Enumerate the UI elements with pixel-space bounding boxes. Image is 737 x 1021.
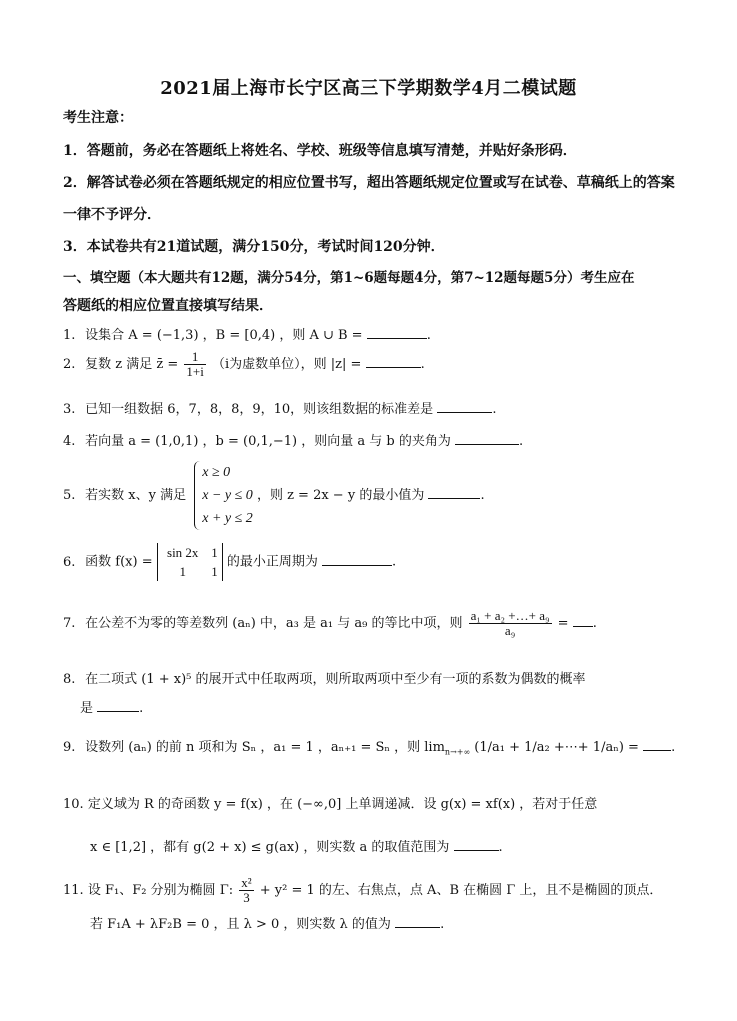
question-11 xyxy=(63,876,662,905)
fraction xyxy=(469,609,552,638)
notice-item-3: 3．本试卷共有21道试题，满分150分，考试时间120分钟． xyxy=(63,239,445,255)
question-number: 6. xyxy=(63,554,76,570)
fraction-denominator: a₉ xyxy=(504,623,516,638)
answer-blank xyxy=(395,915,440,928)
answer-blank xyxy=(428,486,480,499)
question-number: 11. xyxy=(63,883,84,898)
question-3: 3. 已知一组数据 6，7，8，8，9，10，则该组数据的标准差是 . xyxy=(63,402,497,417)
question-number: 2. xyxy=(63,357,76,372)
fraction xyxy=(239,876,253,905)
question-text: 在二项式 (1 + x)⁵ 的展开式中任取两项，则所取两项中至少有一项的系数为偶数的概率 xyxy=(85,672,586,687)
question-number: 10. xyxy=(63,797,84,812)
question-text-post: （i为虚数单位），则 |z| = xyxy=(212,357,366,372)
question-text: 定义域为 R 的奇函数 y = f(x) ，在 (−∞,0] 上单调递减．设 g(x) = xf(x) ，若对于任意 xyxy=(87,797,598,812)
question-text: 若向量 a = (1,0,1) ，b = (0,1,−1) ，则向量 a 与 b 的夹角为 xyxy=(85,434,451,449)
question-text: 设 F₁、F₂ 分别为椭圆 Γ: xyxy=(87,883,234,898)
fraction-denominator: 3 xyxy=(243,890,250,905)
limit-subscript: n→+∞ xyxy=(444,747,471,757)
answer-blank xyxy=(366,355,421,368)
question-text: 函数 f(x) = xyxy=(85,554,153,570)
question-number: 5. xyxy=(63,488,76,503)
question-7: 7. 在公差不为零的等差数列 (aₙ) 中，a₃ 是 a₁ 与 a₉ 的等比中项，则 $\frac{\text{a₁ + a₂ +…+ a₉}}{\text{a₉}}$ = . xyxy=(63,608,597,638)
question-text-post: (1/a₁ + 1/a₂ +⋯+ 1/aₙ) = xyxy=(474,740,644,755)
fraction xyxy=(184,350,205,379)
fraction-denominator: 1+i xyxy=(186,364,204,379)
condition: x + y ≤ 2 xyxy=(202,511,253,526)
answer-blank xyxy=(643,738,671,751)
question-text-post: ，则 z = 2x − y 的最小值为 xyxy=(256,488,425,503)
question-8 xyxy=(63,668,586,687)
question-text-cont: 是 xyxy=(80,701,94,716)
question-text: 设集合 A = (−1,3) ，B = [0,4) ，则 A ∪ B = xyxy=(85,328,367,343)
question-text: 若实数 x、y 满足 xyxy=(85,488,187,503)
determinant xyxy=(157,543,223,581)
condition: x ≥ 0 xyxy=(202,465,231,480)
page-title: 2021届上海市长宁区高三下学期数学4月二模试题 xyxy=(160,78,577,99)
fraction-numerator: x² xyxy=(241,875,252,890)
notice-item-1: 1．答题前，务必在答题纸上将姓名、学校、班级等信息填写清楚，并贴好条形码． xyxy=(63,143,577,159)
det-a22: 1 xyxy=(211,564,218,579)
question-10 xyxy=(63,793,597,812)
inequality-system xyxy=(194,461,253,530)
answer-blank xyxy=(97,699,139,712)
det-a11: sin 2x xyxy=(167,545,199,560)
question-1: 1. 设集合 A = (−1,3) ，B = [0,4) ，则 A ∪ B = . xyxy=(63,328,431,343)
det-a12: 1 xyxy=(211,545,218,560)
left-brace xyxy=(194,461,201,530)
question-text: 已知一组数据 6，7，8，8，9，10，则该组数据的标准差是 xyxy=(85,402,434,417)
section-heading: 一、填空题（本大题共有12题，满分54分，第1~6题每题4分，第7~12题每题5分）考生应在 xyxy=(63,270,635,286)
answer-blank xyxy=(437,400,492,413)
question-5: 5. 若实数 x、y 满足 x ≥ 0 x − y ≤ 0 x + y ≤ 2 ，则 z = 2x − y 的最小值为 . xyxy=(63,461,485,530)
notice-heading: 考生注意： xyxy=(63,110,133,126)
answer-blank xyxy=(455,432,519,445)
question-number: 1. xyxy=(63,328,76,343)
question-number: 9. xyxy=(63,740,76,755)
question-number: 3. xyxy=(63,402,76,417)
fraction-numerator: a₁ + a₂ +…+ a₉ xyxy=(470,608,550,623)
question-8-cont: 是 . xyxy=(80,701,144,716)
question-text-post: = xyxy=(557,616,573,631)
question-11-cont: 若 F₁A + λF₂B = 0 ，且 λ > 0 ，则实数 λ 的值为 . xyxy=(90,917,445,932)
question-number: 7. xyxy=(63,616,76,631)
answer-blank xyxy=(573,614,593,627)
notice-item-2-cont: 一律不予评分． xyxy=(63,207,161,223)
notice-item-2: 2．解答试卷必须在答题纸规定的相应位置书写，超出答题纸规定位置或写在试卷、草稿纸上的答案 xyxy=(63,175,675,191)
question-text-cont: 若 F₁A + λF₂B = 0 ，且 λ > 0 ，则实数 λ 的值为 xyxy=(90,917,391,932)
question-9: 9. 设数列 (aₙ) 的前 n 项和为 Sₙ ，a₁ = 1 ，aₙ₊₁ = Sₙ ，则 $\lim_{n\to+\infty} (1/a_1 + 1/a_2$ +⋯+ 1/aₙ) = . xyxy=(63,740,676,757)
question-2: 2. 复数 z 满足 z̄ = $\frac{1}{1+i}$ （i为虚数单位），则 |z| = . xyxy=(63,349,425,379)
fraction-numerator: 1 xyxy=(184,350,205,365)
question-text-cont: x ∈ [1,2] ，都有 g(2 + x) ≤ g(ax) ，则实数 a 的取值范围为 xyxy=(90,840,450,855)
question-10-cont: x ∈ [1,2] ，都有 g(2 + x) ≤ g(ax) ，则实数 a 的取值范围为 . xyxy=(90,840,503,855)
question-text-post: + y² = 1 的左、右焦点，点 A、B 在椭圆 Γ 上，且不是椭圆的顶点． xyxy=(259,883,663,898)
question-6: 6. 函数 f(x) = sin 2x 1 1 1 的最小正周期为 . xyxy=(63,545,397,579)
answer-blank xyxy=(322,553,392,566)
question-number: 4. xyxy=(63,434,76,449)
det-a21: 1 xyxy=(179,564,186,579)
question-text: 在公差不为零的等差数列 (aₙ) 中，a₃ 是 a₁ 与 a₉ 的等比中项，则 xyxy=(85,616,463,631)
question-number: 8. xyxy=(63,672,76,687)
question-text: 设数列 (aₙ) 的前 n 项和为 Sₙ ，a₁ = 1 ，aₙ₊₁ = Sₙ ，则 lim xyxy=(85,740,445,755)
question-text: 复数 z 满足 z̄ = xyxy=(85,357,183,372)
question-4: 4. 若向量 a = (1,0,1) ，b = (0,1,−1) ，则向量 a 与 b 的夹角为 . xyxy=(63,434,524,449)
answer-blank xyxy=(367,326,427,339)
condition: x − y ≤ 0 xyxy=(202,488,253,503)
answer-blank xyxy=(454,838,499,851)
question-text-post: 的最小正周期为 xyxy=(226,554,318,570)
section-heading-cont: 答题纸的相应位置直接填写结果． xyxy=(63,298,273,314)
